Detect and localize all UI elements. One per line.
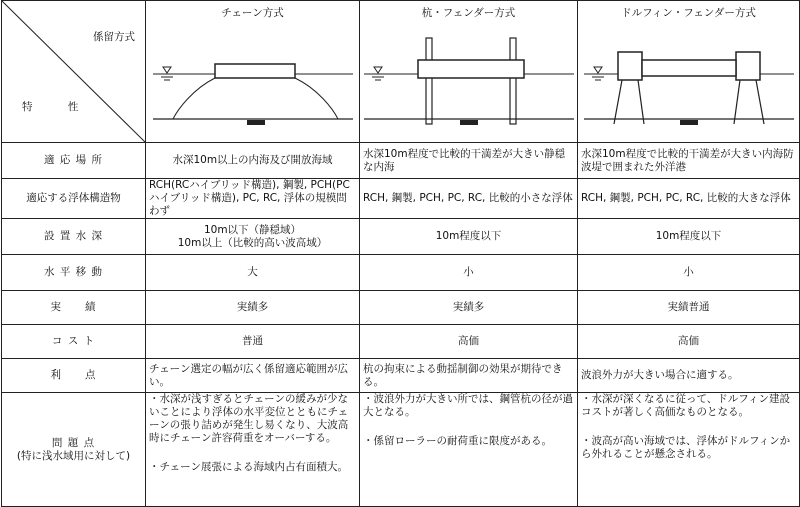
corner-bottom-label: 特 性 [22,101,95,113]
depth-line-calm: 10m以下（静穏域） [203,223,302,236]
cell-dolphin-problems [578,393,800,507]
cell-pile-depth: 10m程度以下 [360,219,578,255]
row-label-water-depth: 設 置 水 深 [2,219,146,255]
cell-chain-structure: RCH(RCハイブリッド構造), 鋼製, PCH(PCハイブリッド構造), PC, RC, 浮体の規模問わず [146,179,360,219]
row-label-advantage: 利 点 [2,359,146,393]
cell-dolphin-area: 水深10m程度で比較的干満差が大きい内海防波堤で囲まれた外洋港 [578,143,800,179]
cell-pile-horizontal: 小 [360,255,578,291]
row-label-float-structure: 適応する浮体構造物 [2,179,146,219]
diagonal-divider [2,1,146,143]
method-title: チェーン方式 [221,7,284,19]
cell-pile-record: 実績多 [360,291,578,325]
cell-chain-cost: 普通 [146,325,360,359]
cell-chain-horizontal: 大 [146,255,360,291]
method-title: ドルフィン・フェンダー方式 [621,7,756,19]
pile-fender-illustration [364,24,574,139]
cell-pile-problems [360,393,578,507]
problems-label: 問 題 点 [51,436,96,449]
chain-mooring-illustration [153,24,353,139]
depth-line-high-wave: 10m以上（比較的高い波高域） [177,236,328,249]
corner-header-cell [2,1,146,143]
cell-dolphin-horizontal: 小 [578,255,800,291]
chain-problem-2: ・チェーン展張による海域内占有面積大。 [149,461,348,473]
cell-chain-problems [146,393,360,507]
cell-dolphin-record: 実績普通 [578,291,800,325]
mooring-comparison-table [1,0,800,507]
cell-dolphin-depth: 10m程度以下 [578,219,800,255]
cell-dolphin-advantage: 波浪外力が大きい場合に適する。 [578,359,800,393]
cell-chain-area: 水深10m以上の内海及び開放海域 [146,143,360,179]
dolphin-problem-2: ・波高が高い海域では、浮体がドルフィンから外れることが懸念される。 [581,435,791,460]
method-chain-header [146,1,360,143]
cell-pile-cost: 高価 [360,325,578,359]
chain-problem-1: ・水深が浅すぎるとチェーンの緩みが少ないことにより浮体の水平変位とともにチェーンの張り詰めが発生し易くなり、大波高時にチェーン許容荷重をオーバーする。 [149,393,349,444]
method-title: 杭・フェンダー方式 [421,7,516,19]
cell-chain-record: 実績多 [146,291,360,325]
cell-chain-depth [146,219,360,255]
problems-sublabel: (特に浅水域用に対して) [16,449,131,462]
corner-top-label: 係留方式 [93,31,135,43]
row-label-cost: コ ス ト [2,325,146,359]
cell-pile-advantage: 杭の拘束による動揺制御の効果が期待できる。 [360,359,578,393]
dolphin-problem-1: ・水深が深くなるに従って、ドルフィン建設コストが著しく高価なものとなる。 [581,393,790,418]
row-label-horizontal-movement: 水 平 移 動 [2,255,146,291]
method-dolphin-header [578,1,800,143]
cell-chain-advantage: チェーン選定の幅が広く係留適応範囲が広い。 [146,359,360,393]
row-label-problems [2,393,146,507]
row-label-record: 実 績 [2,291,146,325]
cell-dolphin-structure: RCH, 鋼製, PCH, PC, RC, 比較的大きな浮体 [578,179,800,219]
cell-pile-area: 水深10m程度で比較的干満差が大きい静穏な内海 [360,143,578,179]
row-label-applicable-area: 適 応 場 所 [2,143,146,179]
method-pile-header [360,1,578,143]
pile-problem-1: ・波浪外力が大きい所では、鋼管杭の径が過大となる。 [363,393,573,418]
dolphin-fender-illustration [584,24,794,139]
cell-dolphin-cost: 高価 [578,325,800,359]
pile-problem-2: ・係留ローラーの耐荷重に限度がある。 [363,435,552,447]
cell-pile-structure: RCH, 鋼製, PCH, PC, RC, 比較的小さな浮体 [360,179,578,219]
